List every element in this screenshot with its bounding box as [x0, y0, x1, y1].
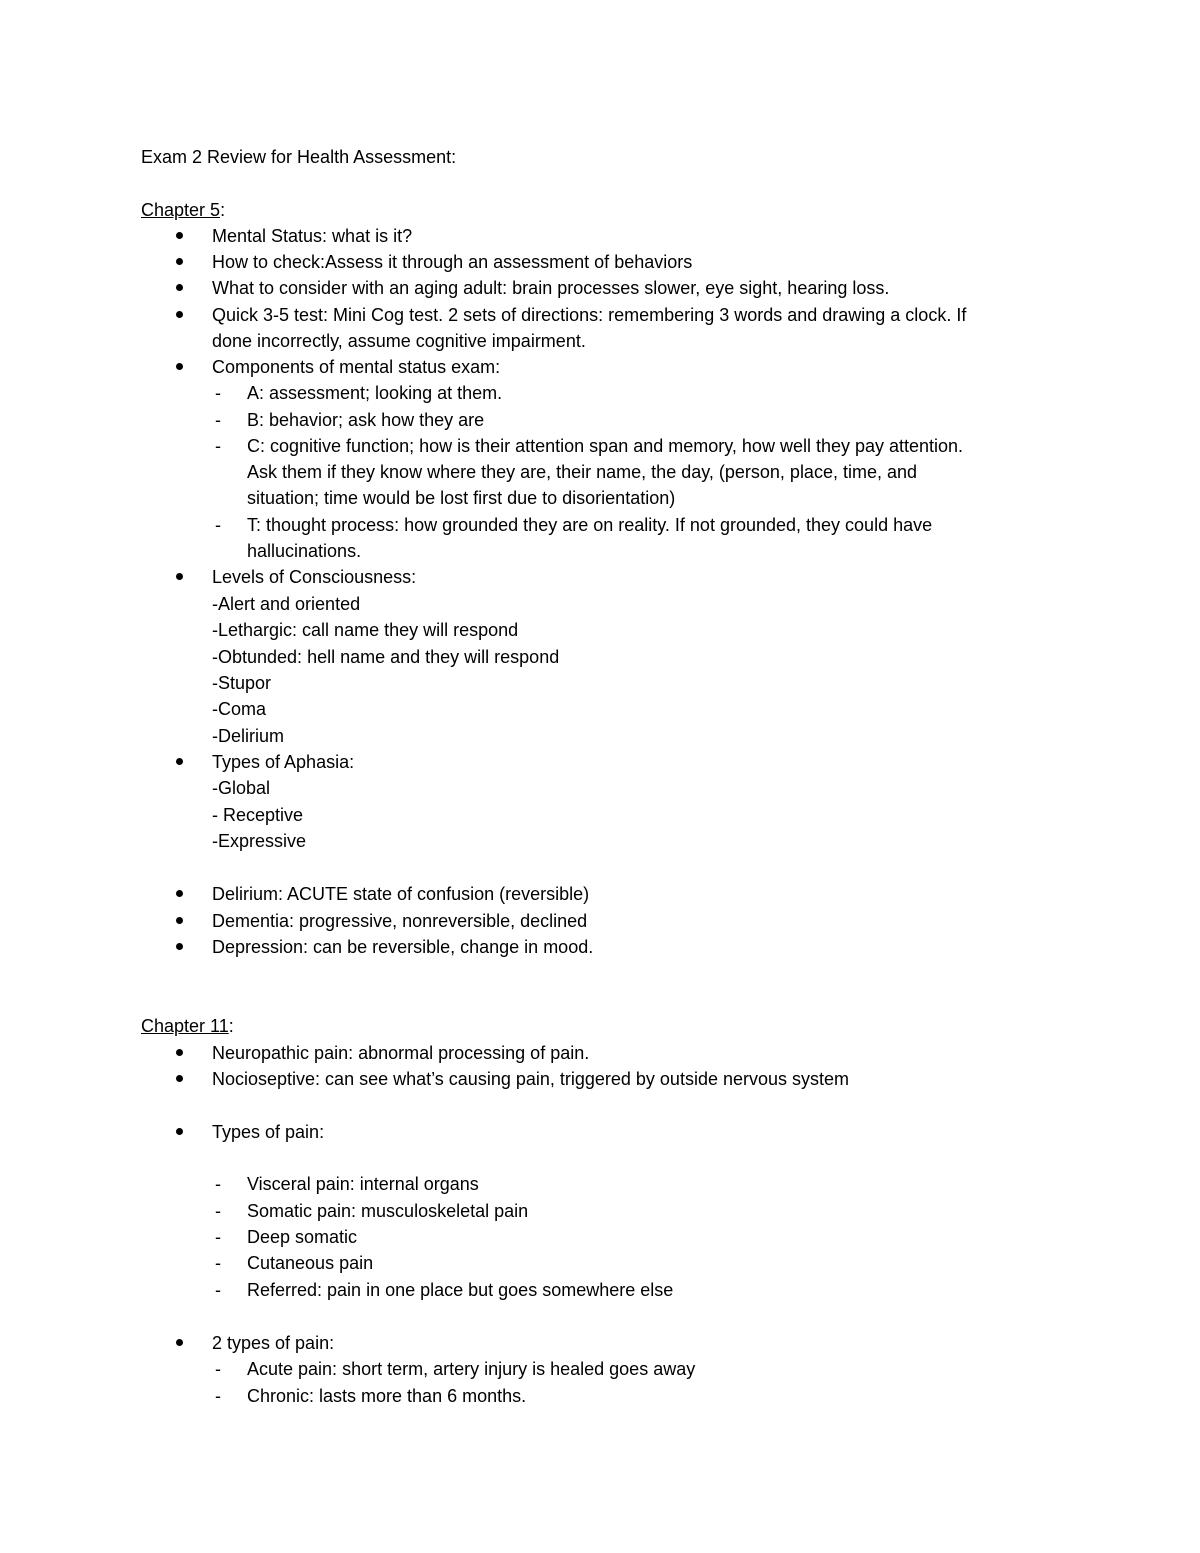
pain-type: Visceral pain: internal organs	[247, 1174, 479, 1194]
aphasia-type: - Receptive	[212, 805, 304, 825]
bullet-icon	[176, 1128, 183, 1135]
list-item: Dementia: progressive, nonreversible, declined	[212, 911, 588, 931]
pain-type: Cutaneous pain	[247, 1253, 374, 1273]
list-item: Neuropathic pain: abnormal processing of pain.	[212, 1043, 590, 1063]
bullet-icon	[176, 311, 183, 318]
consciousness-level: -Obtunded: hell name and they will respond	[212, 647, 560, 667]
pain-duration: Acute pain: short term, artery injury is healed goes away	[247, 1359, 696, 1379]
pain-type: Referred: pain in one place but goes somewhere else	[247, 1280, 674, 1300]
dash-marker: -	[215, 383, 221, 403]
dash-marker: -	[215, 410, 221, 430]
list-item: What to consider with an aging adult: brain processes slower, eye sight, hearing loss.	[212, 278, 890, 298]
chapter-11-heading-colon: :	[228, 1016, 234, 1036]
sub-list-item: B: behavior; ask how they are	[247, 410, 485, 430]
list-item: Levels of Consciousness:	[212, 567, 417, 587]
list-item: Types of pain:	[212, 1122, 325, 1142]
consciousness-level: -Coma	[212, 699, 267, 719]
list-item: Delirium: ACUTE state of confusion (reversible)	[212, 884, 590, 904]
chapter-5-heading-colon: :	[220, 200, 226, 220]
pain-type: Deep somatic	[247, 1227, 358, 1247]
bullet-icon	[176, 890, 183, 897]
pain-type: Somatic pain: musculoskeletal pain	[247, 1201, 529, 1221]
bullet-icon	[176, 1075, 183, 1082]
bullet-icon	[176, 363, 183, 370]
bullet-icon	[176, 573, 183, 580]
dash-marker: -	[215, 1174, 221, 1194]
chapter-11-heading-text: Chapter 11	[141, 1016, 229, 1036]
bullet-icon	[176, 284, 183, 291]
sub-list-item-continuation: situation; time would be lost first due to disorientation)	[247, 488, 676, 508]
list-item: Depression: can be reversible, change in mood.	[212, 937, 594, 957]
list-item: Nocioseptive: can see what’s causing pain, triggered by outside nervous system	[212, 1069, 850, 1089]
list-item: Mental Status: what is it?	[212, 226, 413, 246]
consciousness-level: -Alert and oriented	[212, 594, 361, 614]
sub-list-item-continuation: hallucinations.	[247, 541, 362, 561]
list-item-continuation: done incorrectly, assume cognitive impairment.	[212, 331, 586, 351]
chapter-5-heading	[141, 199, 225, 221]
consciousness-level: -Stupor	[212, 673, 272, 693]
dash-marker: -	[215, 1227, 221, 1247]
list-item: How to check:Assess it through an assessment of behaviors	[212, 252, 693, 272]
bullet-icon	[176, 258, 183, 265]
aphasia-type: -Global	[212, 778, 271, 798]
list-item: Types of Aphasia:	[212, 752, 355, 772]
list-item: 2 types of pain:	[212, 1333, 335, 1353]
bullet-icon	[176, 232, 183, 239]
document-title: Exam 2 Review for Health Assessment:	[141, 147, 457, 167]
bullet-icon	[176, 1339, 183, 1346]
chapter-5-heading-text: Chapter 5	[141, 200, 221, 220]
pain-duration: Chronic: lasts more than 6 months.	[247, 1386, 527, 1406]
list-item: Components of mental status exam:	[212, 357, 501, 377]
sub-list-item-continuation: Ask them if they know where they are, their name, the day, (person, place, time, and	[247, 462, 917, 482]
consciousness-level: -Lethargic: call name they will respond	[212, 620, 519, 640]
dash-marker: -	[215, 1201, 221, 1221]
consciousness-level: -Delirium	[212, 726, 284, 746]
bullet-icon	[176, 943, 183, 950]
dash-marker: -	[215, 1253, 221, 1273]
dash-marker: -	[215, 1359, 221, 1379]
dash-marker: -	[215, 515, 221, 535]
dash-marker: -	[215, 1386, 221, 1406]
sub-list-item: C: cognitive function; how is their attention span and memory, how well they pay attention.	[247, 436, 964, 456]
dash-marker: -	[215, 436, 221, 456]
bullet-icon	[176, 758, 183, 765]
bullet-icon	[176, 1049, 183, 1056]
aphasia-type: -Expressive	[212, 831, 307, 851]
dash-marker: -	[215, 1280, 221, 1300]
chapter-11-heading	[141, 1015, 234, 1037]
sub-list-item: T: thought process: how grounded they are on reality. If not grounded, they could have	[247, 515, 933, 535]
sub-list-item: A: assessment; looking at them.	[247, 383, 503, 403]
bullet-icon	[176, 917, 183, 924]
list-item: Quick 3-5 test: Mini Cog test. 2 sets of directions: remembering 3 words and drawing a clock. If	[212, 305, 967, 325]
